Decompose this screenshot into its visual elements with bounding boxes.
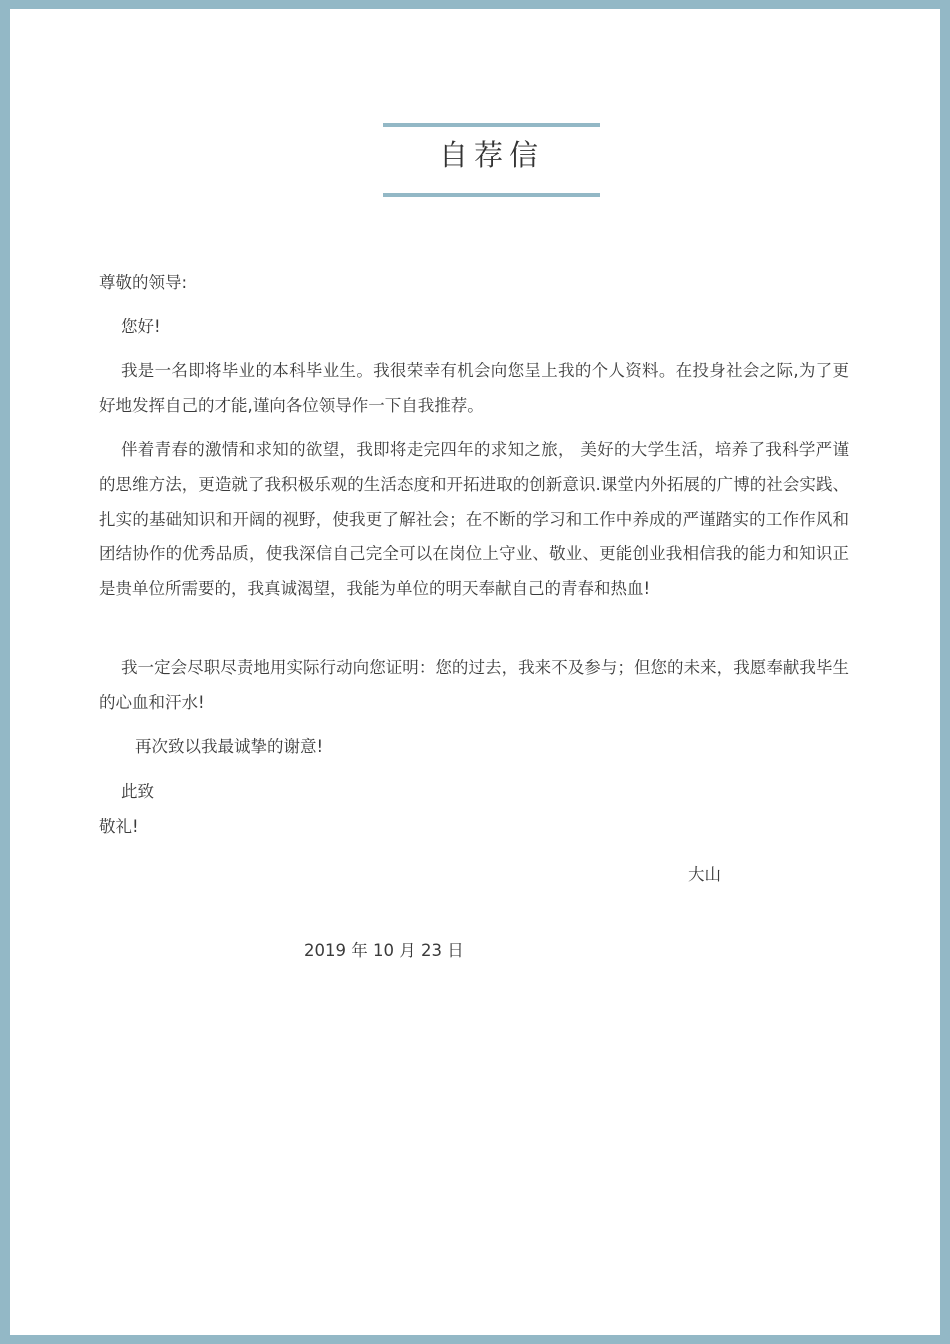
paragraph-intro: 我是一名即将毕业的本科毕业生。我很荣幸有机会向您呈上我的个人资料。在投身社会之际,为了更好地发挥自己的才能,谨向各位领导作一下自我推荐。 bbox=[99, 361, 849, 415]
thanks-line: 再次致以我最诚挚的谢意! bbox=[135, 737, 324, 756]
date: 2019 年 10 月 23 日 bbox=[304, 941, 464, 960]
greeting: 您好! bbox=[121, 317, 161, 336]
title-bottom-rule bbox=[383, 193, 600, 197]
letter-page bbox=[10, 9, 940, 1335]
letter-title: 自荐信 bbox=[438, 138, 544, 172]
closing-ci-zhi: 此致 bbox=[121, 782, 154, 801]
closing-jing-li: 敬礼! bbox=[99, 817, 139, 836]
salutation: 尊敬的领导: bbox=[99, 273, 188, 292]
title-top-rule bbox=[383, 123, 600, 127]
paragraph-commitment: 我一定会尽职尽责地用实际行动向您证明：您的过去，我来不及参与；但您的未来，我愿奉献我毕生的心血和汗水! bbox=[99, 658, 849, 712]
paragraph-body: 伴着青春的激情和求知的欲望，我即将走完四年的求知之旅， 美好的大学生活，培养了我科学严谨的思维方法，更造就了我积极乐观的生活态度和开拓进取的创新意识.课堂内外拓展的广博的社会实践、扎实的基础知识和开阔的视野，使我更了解社会；在不断的学习和工作中养成的严谨踏实的工作作风和团结协作的优秀品质，使我深信自己完全可以在岗位上守业、敬业、更能创业我相信我的能力和知识正是贵单位所需要的，我真诚渴望，我能为单位的明天奉献自己的青春和热血! bbox=[99, 440, 849, 599]
signature: 大山 bbox=[688, 865, 721, 884]
